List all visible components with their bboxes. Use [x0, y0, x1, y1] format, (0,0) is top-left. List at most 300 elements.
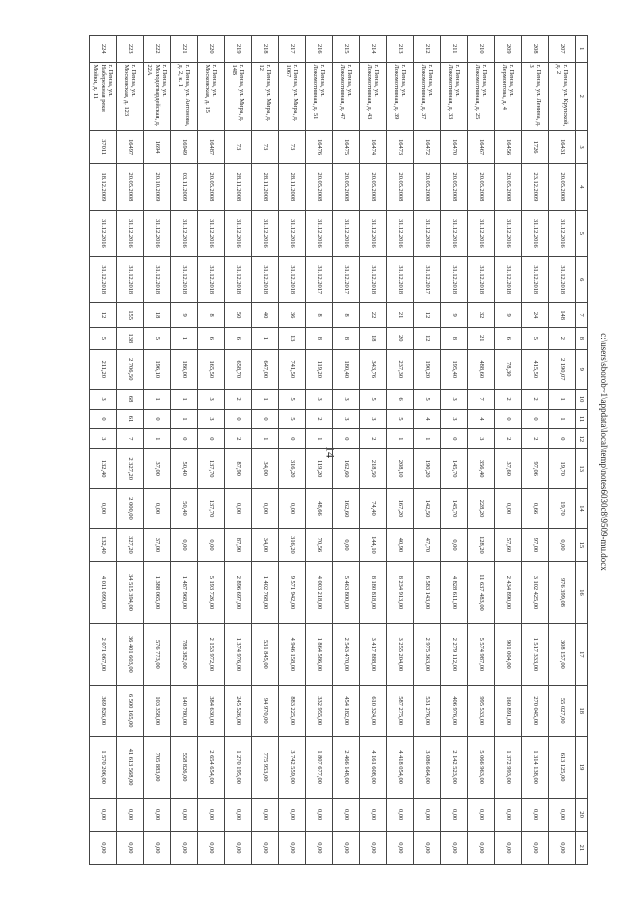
table-cell: 2 466 148,00: [333, 736, 360, 798]
table-cell: 0,00: [252, 489, 279, 529]
table-cell: 3 102 425,00: [522, 562, 549, 624]
address-cell: г. Пенза, ул. Локомотивная, д. 37: [414, 62, 441, 131]
table-cell: 5: [279, 409, 306, 429]
table-cell: 48,66: [306, 489, 333, 529]
table-cell: 132,40: [90, 528, 117, 561]
table-cell: 19,70: [549, 449, 576, 489]
table-cell: 7: [117, 429, 144, 449]
table-row: [468, 36, 495, 865]
table-cell: 9: [171, 303, 198, 327]
table-cell: 0,00: [495, 831, 522, 864]
address-cell: г. Пенза, ул. Московская, д. 123: [117, 62, 144, 131]
table-cell: 61: [117, 409, 144, 429]
column-header: 3: [576, 131, 588, 164]
table-cell: 5 193 726,00: [198, 562, 225, 624]
address-cell: г. Пенза, ул. Антонова, д. 2, к. 1: [171, 62, 198, 131]
table-cell: 57,60: [495, 528, 522, 561]
table-cell: 8: [333, 327, 360, 349]
table-cell: 0,00: [279, 831, 306, 864]
table-cell: 1: [252, 429, 279, 449]
table-cell: 207: [549, 36, 576, 63]
address-cell: г. Пенза, ул. Локомотивная, д. 43: [360, 62, 387, 131]
table-cell: 31.12.2016: [468, 210, 495, 256]
table-cell: 196,10: [144, 349, 171, 389]
table-cell: 16476: [306, 131, 333, 164]
table-cell: 0: [225, 409, 252, 429]
table-cell: 137,70: [198, 449, 225, 489]
table-cell: 103 358,00: [144, 685, 171, 736]
table-cell: 1: [171, 389, 198, 409]
table-cell: 138: [117, 327, 144, 349]
column-header: 20: [576, 798, 588, 831]
table-cell: 74,40: [360, 489, 387, 529]
table-cell: 78,30: [495, 349, 522, 389]
table-cell: 369 826,00: [90, 685, 117, 736]
table-cell: 976 399,08: [549, 562, 576, 624]
table-cell: 2 706,50: [117, 349, 144, 389]
table-cell: 31.12.2016: [387, 210, 414, 256]
table-cell: 03.11.2009: [171, 164, 198, 210]
table-cell: 24: [522, 303, 549, 327]
table-cell: 208,10: [387, 449, 414, 489]
table-cell: 28.11.2008: [279, 164, 306, 210]
table-cell: 31.12.2018: [171, 257, 198, 303]
table-cell: 2: [495, 429, 522, 449]
table-cell: 995 533,00: [468, 685, 495, 736]
table-cell: 11 637 483,00: [468, 562, 495, 624]
column-header: 14: [576, 489, 588, 529]
address-cell: г. Пенза, ул. Локомотивная, д. 25: [468, 62, 495, 131]
table-cell: 180,40: [333, 349, 360, 389]
table-cell: 119,20: [306, 349, 333, 389]
table-cell: 212: [414, 36, 441, 63]
table-cell: 47,70: [414, 528, 441, 561]
table-cell: 144,10: [360, 528, 387, 561]
table-cell: 531 276,00: [414, 685, 441, 736]
table-cell: 1: [549, 389, 576, 409]
table-cell: 8: [441, 327, 468, 349]
table-cell: 36: [279, 303, 306, 327]
table-cell: 165,50: [198, 349, 225, 389]
address-cell: г. Пенза, ул. Мира, д. 1067: [279, 62, 306, 131]
table-cell: 3: [441, 409, 468, 429]
table-cell: 0: [90, 409, 117, 429]
table-cell: 34,00: [252, 528, 279, 561]
table-cell: 31.12.2016: [171, 210, 198, 256]
page-number: 14: [323, 446, 338, 458]
table-cell: 0,00: [225, 489, 252, 529]
table-cell: 18.12.2009: [90, 164, 117, 210]
table-cell: 148: [549, 303, 576, 327]
table-cell: 31.12.2018: [279, 257, 306, 303]
table-cell: 31.12.2016: [117, 210, 144, 256]
table-cell: 32: [468, 303, 495, 327]
table-cell: 23.12.2009: [522, 164, 549, 210]
table-cell: 16431: [549, 131, 576, 164]
table-cell: 6: [225, 327, 252, 349]
table-cell: 4: [414, 409, 441, 429]
table-cell: 0: [333, 429, 360, 449]
table-cell: 211,20: [90, 349, 117, 389]
table-cell: 145,70: [441, 449, 468, 489]
table-cell: 31.12.2016: [90, 210, 117, 256]
table-cell: 5: [522, 327, 549, 349]
header-row: [576, 36, 588, 865]
table-row: [198, 36, 225, 865]
table-cell: 2: [360, 429, 387, 449]
table-cell: 2 000,00: [117, 489, 144, 529]
table-cell: 31.12.2016: [144, 210, 171, 256]
column-header: 16: [576, 562, 588, 624]
address-cell: г. Пенза, ул. Локомотивная, д. 51: [306, 62, 333, 131]
table-cell: 31.12.2018: [522, 257, 549, 303]
table-cell: 97,00: [522, 528, 549, 561]
table-cell: 4: [468, 409, 495, 429]
table-cell: 1 372 993,00: [495, 736, 522, 798]
column-header: 6: [576, 257, 588, 303]
table-cell: 28.11.2008: [225, 164, 252, 210]
column-header: 2: [576, 62, 588, 131]
table-cell: 5: [279, 389, 306, 409]
table-cell: 162,60: [333, 449, 360, 489]
table-cell: 140 780,00: [171, 685, 198, 736]
table-cell: 0,00: [279, 489, 306, 529]
table-cell: 12: [414, 303, 441, 327]
table-cell: 3 742 559,00: [279, 736, 306, 798]
table-row: [333, 36, 360, 865]
table-cell: 190,20: [414, 349, 441, 389]
table-cell: 5: [414, 389, 441, 409]
table-cell: 775 953,00: [252, 736, 279, 798]
table-cell: 6: [387, 389, 414, 409]
table-cell: 0,00: [522, 798, 549, 831]
table-cell: 160 891,00: [495, 685, 522, 736]
address-cell: г. Пенза, ул. Ленина, д. 3: [522, 62, 549, 131]
table-cell: 31.12.2018: [117, 257, 144, 303]
table-cell: 31.12.2016: [414, 210, 441, 256]
table-cell: 0,00: [252, 831, 279, 864]
table-cell: 1 517 333,00: [522, 623, 549, 685]
table-cell: 128,20: [468, 528, 495, 561]
table-row: [306, 36, 333, 865]
table-cell: 0: [495, 409, 522, 429]
table-cell: 0,00: [279, 798, 306, 831]
table-cell: 0: [171, 429, 198, 449]
table-cell: 228,20: [468, 489, 495, 529]
table-cell: 50,40: [171, 449, 198, 489]
table-cell: 0,00: [117, 798, 144, 831]
table-cell: 0,00: [333, 798, 360, 831]
table-cell: 1726: [522, 131, 549, 164]
table-cell: 9: [441, 303, 468, 327]
table-cell: 0,00: [414, 831, 441, 864]
table-cell: 316,20: [279, 528, 306, 561]
table-cell: 31.12.2018: [144, 257, 171, 303]
table-row: [522, 36, 549, 865]
table-cell: 5 463 800,00: [333, 562, 360, 624]
table-cell: 0,00: [90, 489, 117, 529]
table-cell: 2 654 654,00: [198, 736, 225, 798]
table-row: [252, 36, 279, 865]
table-cell: 145,70: [441, 489, 468, 529]
table-cell: 224: [90, 36, 117, 63]
table-row: [414, 36, 441, 865]
table-cell: 0,00: [333, 831, 360, 864]
table-cell: 2 071 067,00: [90, 623, 117, 685]
table-cell: 20.05.2008: [468, 164, 495, 210]
table-cell: 6 583 143,00: [414, 562, 441, 624]
table-cell: 0,00: [414, 798, 441, 831]
table-cell: 3: [198, 409, 225, 429]
table-cell: 3: [90, 389, 117, 409]
footer-path: c:\users\sborob~1\appdata\local\temp\notes6030c8\9509-mu.docx: [599, 333, 609, 571]
column-header: 19: [576, 736, 588, 798]
table-cell: 87,90: [225, 449, 252, 489]
table-cell: 237,30: [387, 349, 414, 389]
table-cell: 142,50: [414, 489, 441, 529]
table-cell: 20.05.2008: [198, 164, 225, 210]
table-cell: 31.12.2018: [360, 257, 387, 303]
table-cell: 1: [252, 389, 279, 409]
table-row: [441, 36, 468, 865]
table-cell: 37011: [90, 131, 117, 164]
address-cell: г. Пенза, ул. Мира, д. 14В: [225, 62, 252, 131]
table-cell: 3: [333, 389, 360, 409]
table-cell: 741,50: [279, 349, 306, 389]
column-header: 18: [576, 685, 588, 736]
table-cell: 31.12.2016: [252, 210, 279, 256]
table-cell: 576 773,00: [144, 623, 171, 685]
table-cell: 16456: [495, 131, 522, 164]
table-cell: 558 826,00: [171, 736, 198, 798]
table-row: [225, 36, 252, 865]
table-cell: 214: [360, 36, 387, 63]
address-cell: г. Пенза, ул. Мира, д. 12: [252, 62, 279, 131]
table-cell: 31.12.2017: [333, 257, 360, 303]
table-cell: 1 570 206,00: [90, 736, 117, 798]
table-cell: 0,66: [522, 489, 549, 529]
table-cell: 587 275,00: [387, 685, 414, 736]
column-header: 9: [576, 349, 588, 389]
table-cell: 50,40: [171, 489, 198, 529]
table-cell: 31.12.2018: [90, 257, 117, 303]
table-cell: 0,00: [549, 798, 576, 831]
table-cell: 2 190,07: [549, 349, 576, 389]
table-cell: 6: [495, 327, 522, 349]
table-cell: 610 324,00: [360, 685, 387, 736]
table-cell: 68: [117, 389, 144, 409]
table-cell: 8: [333, 303, 360, 327]
table-cell: 16473: [387, 131, 414, 164]
rotated-table-wrapper: [70, 35, 588, 865]
table-cell: 316,20: [279, 449, 306, 489]
table-cell: 356,40: [468, 449, 495, 489]
table-cell: 37,00: [144, 528, 171, 561]
table-cell: 0,00: [387, 831, 414, 864]
table-cell: 0,00: [171, 798, 198, 831]
table-cell: 8: [306, 327, 333, 349]
table-cell: 0,00: [468, 831, 495, 864]
table-cell: 327,20: [117, 528, 144, 561]
table-cell: 218,50: [360, 449, 387, 489]
table-cell: 31.12.2016: [441, 210, 468, 256]
table-cell: 215: [333, 36, 360, 63]
table-cell: 221: [171, 36, 198, 63]
address-cell: г. Пенза, ул. Локомотивная, д. 47: [333, 62, 360, 131]
table-cell: 31.12.2016: [549, 210, 576, 256]
table-cell: 222: [144, 36, 171, 63]
table-row: [360, 36, 387, 865]
table-cell: 3: [198, 389, 225, 409]
table-cell: 3 255 204,00: [387, 623, 414, 685]
table-cell: 20.05.2008: [360, 164, 387, 210]
table-cell: 2 896 697,00: [225, 562, 252, 624]
table-row: [279, 36, 306, 865]
table-cell: 37,60: [495, 449, 522, 489]
table-cell: 2 327,20: [117, 449, 144, 489]
table-cell: 4 946 158,00: [279, 623, 306, 685]
table-cell: 0,00: [387, 798, 414, 831]
table-cell: 87,90: [225, 528, 252, 561]
table-cell: 2 153 972,00: [198, 623, 225, 685]
table-cell: 31.12.2018: [198, 257, 225, 303]
table-cell: 20.05.2008: [441, 164, 468, 210]
table-cell: 3: [333, 409, 360, 429]
table-cell: 5 066 963,00: [468, 736, 495, 798]
column-header: 13: [576, 449, 588, 489]
table-cell: 1: [171, 327, 198, 349]
table-cell: 3: [468, 429, 495, 449]
table-row: [117, 36, 144, 865]
table-cell: 0,00: [495, 798, 522, 831]
table-row: [495, 36, 522, 865]
table-cell: 0: [144, 409, 171, 429]
table-cell: 0,00: [90, 798, 117, 831]
table-cell: 20.10.2009: [144, 164, 171, 210]
address-cell: г. Пенза, ул. Лермонтова, д. 4: [495, 62, 522, 131]
table-cell: 3 086 664,00: [414, 736, 441, 798]
table-cell: 2: [225, 429, 252, 449]
table-cell: 31.12.2018: [549, 257, 576, 303]
table-cell: 1: [306, 429, 333, 449]
column-header: 11: [576, 409, 588, 429]
table-cell: 31.12.2016: [198, 210, 225, 256]
table-cell: 0,00: [198, 798, 225, 831]
table-cell: 16497: [117, 131, 144, 164]
table-cell: 3: [306, 389, 333, 409]
table-cell: 16949: [171, 131, 198, 164]
table-cell: 0,00: [360, 798, 387, 831]
table-cell: 8 234 913,00: [387, 562, 414, 624]
table-cell: 2: [549, 327, 576, 349]
column-header: 12: [576, 429, 588, 449]
table-cell: 21: [468, 327, 495, 349]
table-cell: 1694: [144, 131, 171, 164]
table-cell: 384 630,00: [198, 685, 225, 736]
table-cell: 8: [306, 303, 333, 327]
table-cell: 0,00: [225, 798, 252, 831]
table-cell: 0,00: [333, 528, 360, 561]
table-cell: 0,00: [171, 831, 198, 864]
table-cell: 31.12.2016: [225, 210, 252, 256]
table-cell: 20.05.2008: [495, 164, 522, 210]
table-cell: 5: [360, 389, 387, 409]
table-cell: 13: [279, 327, 306, 349]
table-cell: 2 975 363,00: [414, 623, 441, 685]
table-cell: 0,00: [252, 798, 279, 831]
table-cell: 2: [495, 389, 522, 409]
table-cell: 73: [252, 131, 279, 164]
table-cell: 7: [468, 389, 495, 409]
table-cell: 1: [414, 429, 441, 449]
column-header: 15: [576, 528, 588, 561]
table-cell: 0: [198, 429, 225, 449]
table-cell: 41 613 568,00: [117, 736, 144, 798]
table-cell: 0: [252, 409, 279, 429]
table-cell: 12: [414, 327, 441, 349]
table-cell: 0,00: [117, 831, 144, 864]
table-cell: 883 225,00: [279, 685, 306, 736]
table-cell: 1 402 768,00: [252, 562, 279, 624]
table-cell: 2: [522, 429, 549, 449]
table-cell: 20.05.2008: [117, 164, 144, 210]
table-cell: 216: [306, 36, 333, 63]
table-cell: 0: [522, 409, 549, 429]
table-cell: 1 270 195,00: [225, 736, 252, 798]
table-cell: 31.12.2017: [414, 257, 441, 303]
table-cell: 1: [387, 429, 414, 449]
table-cell: 16475: [333, 131, 360, 164]
table-cell: 5: [387, 409, 414, 429]
table-cell: 0,00: [360, 831, 387, 864]
table-cell: 1 864 586,00: [306, 623, 333, 685]
table-cell: 4 161 608,00: [360, 736, 387, 798]
table-cell: 4 418 054,00: [387, 736, 414, 798]
column-header: 7: [576, 303, 588, 327]
table-cell: 0,00: [441, 798, 468, 831]
table-cell: 28.11.2008: [252, 164, 279, 210]
table-cell: 1: [144, 389, 171, 409]
table-cell: 0,00: [198, 528, 225, 561]
table-cell: 3: [90, 429, 117, 449]
table-cell: 20.05.2008: [306, 164, 333, 210]
table-cell: 31.12.2016: [279, 210, 306, 256]
address-cell: г. Пенза, ул. Локомотивная, д. 33: [441, 62, 468, 131]
table-cell: 31.12.2018: [495, 257, 522, 303]
table-cell: 2 434 890,00: [495, 562, 522, 624]
table-cell: 18: [144, 303, 171, 327]
table-cell: 0,00: [144, 831, 171, 864]
table-cell: 0,00: [468, 798, 495, 831]
table-cell: 8 180 818,00: [360, 562, 387, 624]
table-cell: 12: [90, 303, 117, 327]
table-cell: 20: [387, 327, 414, 349]
table-cell: 1 314 138,00: [522, 736, 549, 798]
table-cell: 73: [225, 131, 252, 164]
table-cell: 73: [279, 131, 306, 164]
table-cell: 4 011 099,00: [90, 562, 117, 624]
table-cell: 0,00: [171, 528, 198, 561]
table-cell: 1 374 976,00: [225, 623, 252, 685]
table-cell: 0: [549, 429, 576, 449]
table-cell: 94 970,00: [252, 685, 279, 736]
table-cell: 0,00: [144, 489, 171, 529]
table-cell: 308 157,00: [549, 623, 576, 685]
table-cell: 1: [144, 429, 171, 449]
table-cell: 137,70: [198, 489, 225, 529]
column-header: 5: [576, 210, 588, 256]
table-cell: 16487: [198, 131, 225, 164]
